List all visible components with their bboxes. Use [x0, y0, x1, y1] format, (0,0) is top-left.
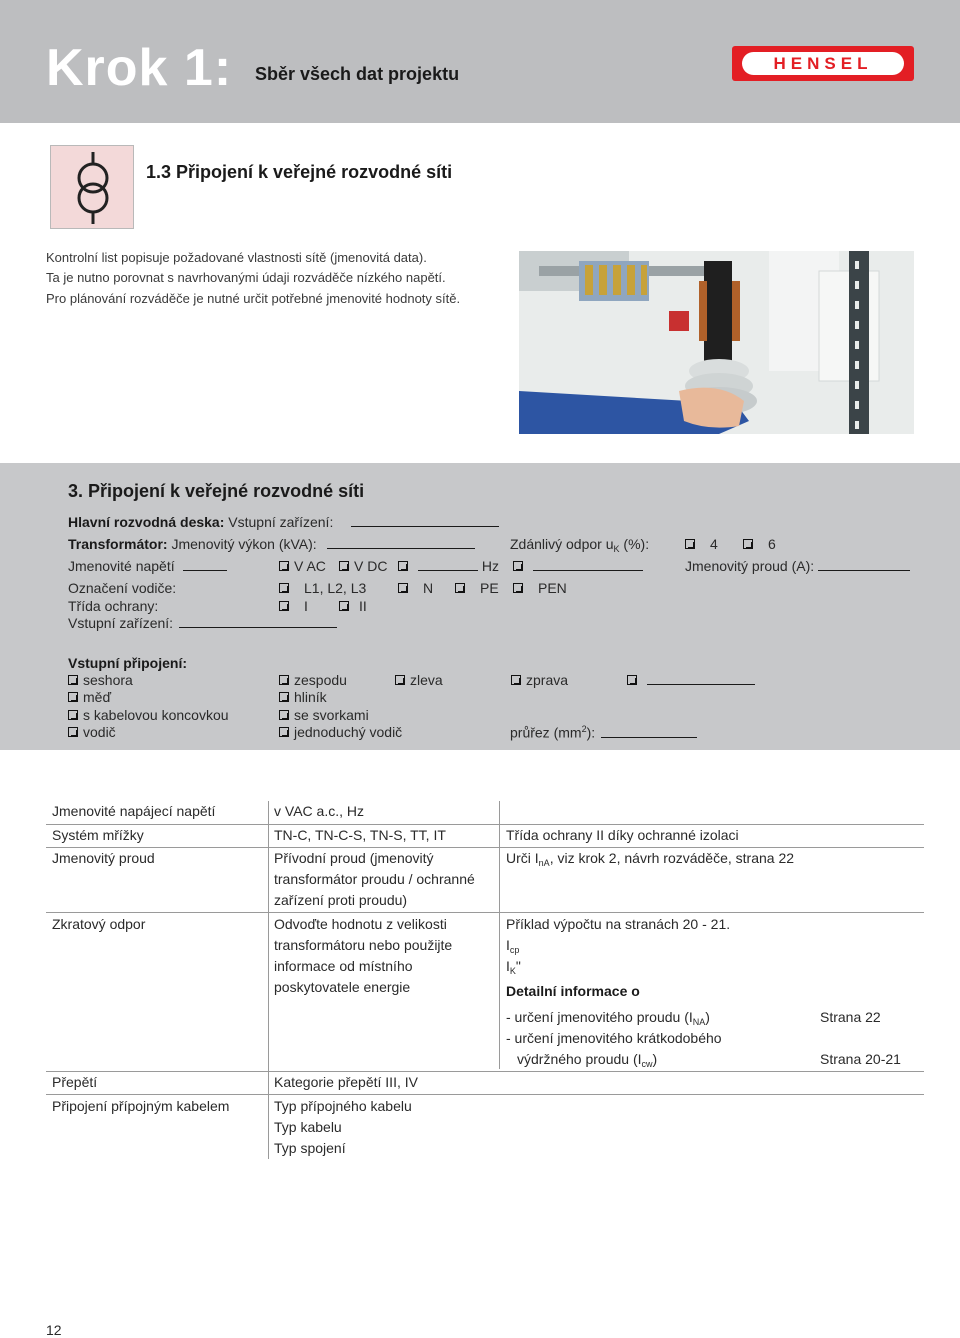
cross-section-sup: 2 — [581, 724, 587, 734]
checkbox-icon[interactable] — [395, 675, 405, 685]
table-cell: Kategorie přepětí III, IV — [274, 1074, 418, 1090]
detail-heading: Detailní informace o — [506, 983, 640, 999]
brand-name: HENSEL — [773, 54, 873, 73]
table-cell: Typ spojení — [274, 1140, 346, 1156]
table-cell: Třída ochrany II díky ochranné izolaci — [506, 827, 739, 843]
vdc-checkbox[interactable] — [339, 558, 387, 574]
pen-label: PEN — [538, 580, 567, 596]
other-voltage-field[interactable] — [533, 559, 643, 571]
aluminium-label: hliník — [294, 689, 327, 705]
impedance-sub: K — [613, 544, 620, 554]
other-voltage-checkbox[interactable] — [513, 558, 643, 574]
checkbox-icon[interactable] — [398, 583, 408, 593]
table-cell: Systém mřížky — [52, 827, 144, 843]
vdc-label: V DC — [354, 558, 388, 574]
frequency-checkbox[interactable] — [398, 558, 499, 574]
cell-sub: K — [509, 966, 516, 976]
installation-photo — [519, 251, 914, 434]
table-cell: Jmenovité napájecí napětí — [52, 803, 216, 819]
rated-voltage-row — [68, 558, 227, 574]
input-device-label: Vstupní zařízení: — [228, 514, 334, 530]
l123-checkbox[interactable] — [279, 580, 366, 596]
cell-text: I — [506, 958, 510, 974]
table-row-line — [46, 1094, 924, 1095]
table-cell: Jmenovitý proud — [52, 850, 155, 866]
table-cell: Typ kabelu — [274, 1119, 342, 1135]
cell-text: - určení jmenovitého proudu (I — [506, 1009, 693, 1025]
table-cell: Příklad výpočtu na stranách 20 - 21. — [506, 916, 731, 932]
frequency-field[interactable] — [418, 559, 478, 571]
rated-voltage-field[interactable] — [183, 559, 227, 571]
checkbox-icon[interactable] — [455, 583, 465, 593]
checkbox-icon[interactable] — [279, 561, 289, 571]
table-divider — [268, 801, 269, 1159]
checkbox-icon[interactable] — [279, 583, 289, 593]
pe-label: PE — [480, 580, 499, 596]
pen-checkbox[interactable] — [513, 580, 567, 596]
opt-4-label: 4 — [710, 536, 718, 552]
table-cell: Připojení přípojným kabelem — [52, 1098, 230, 1114]
wire-label: vodič — [83, 724, 116, 740]
n-label: N — [423, 580, 434, 596]
cell-sub: cp — [509, 945, 520, 955]
checkbox-icon[interactable] — [68, 675, 78, 685]
rated-current-field[interactable] — [818, 559, 910, 571]
transformer-label: Transformátor: — [68, 536, 168, 552]
input-device2-row — [68, 615, 337, 631]
step-subtitle: Sběr všech dat projektu — [255, 64, 460, 84]
transformer-symbol-icon — [50, 145, 134, 229]
copper-checkbox[interactable] — [68, 689, 111, 705]
page-ref: Strana 20-21 — [820, 1051, 901, 1067]
conductor-label: Označení vodiče: — [68, 580, 177, 596]
table-row-line — [46, 1071, 924, 1072]
connection-heading: Vstupní připojení: — [68, 655, 187, 671]
table-row-line — [46, 912, 924, 913]
page-number: 12 — [46, 1322, 62, 1338]
table-cell: transformátoru nebo použijte — [274, 937, 453, 953]
class-ii-label: II — [359, 598, 367, 614]
cable-lug-checkbox[interactable] — [68, 707, 229, 723]
rated-current-label: Jmenovitý proud (A): — [685, 558, 815, 574]
table-cell: TN-C, TN-C-S, TN-S, TT, IT — [274, 827, 446, 843]
table-cell: Přepětí — [52, 1074, 98, 1090]
checkbox-icon[interactable] — [339, 601, 349, 611]
checkbox-icon[interactable] — [398, 561, 408, 571]
l123-label: L1, L2, L3 — [304, 580, 367, 596]
other-direction-checkbox[interactable] — [627, 672, 755, 688]
terminals-checkbox[interactable] — [279, 707, 369, 723]
page-ref: Strana 22 — [820, 1009, 881, 1025]
checklist-heading: 3. Připojení k veřejné rozvodné síti — [68, 481, 365, 501]
table-cell: zařízení proti proudu) — [274, 892, 408, 908]
impedance-6-checkbox[interactable] — [743, 536, 776, 552]
table-cell: informace od místního — [274, 958, 413, 974]
class-i-label: I — [304, 598, 308, 614]
protection-class-label: Třída ochrany: — [68, 598, 159, 614]
step-title: Krok 1: — [46, 39, 233, 97]
checkbox-icon[interactable] — [685, 539, 695, 549]
cell-text: , viz krok 2, návrh rozváděče, strana 22 — [549, 850, 795, 866]
cell-sub: cw — [641, 1059, 653, 1069]
impedance-label — [510, 536, 649, 554]
table-cell: Zkratový odpor — [52, 916, 146, 932]
transformer-row — [68, 536, 475, 552]
cross-section-label: průřez (mm — [510, 724, 582, 741]
checkbox-icon[interactable] — [68, 710, 78, 720]
intro-line: Pro plánování rozváděče je nutné určit potřebné jmenovité hodnoty sítě. — [46, 291, 461, 306]
checkbox-icon[interactable] — [279, 601, 289, 611]
table-cell: v VAC a.c., Hz — [274, 803, 364, 819]
checkbox-icon[interactable] — [279, 692, 289, 702]
cable-lug-label: s kabelovou koncovkou — [83, 707, 229, 723]
hensel-logo — [732, 46, 914, 81]
bottom-label: zespodu — [294, 672, 347, 688]
rated-voltage-label: Jmenovité napětí — [68, 558, 175, 574]
main-board-label: Hlavní rozvodná deska: — [68, 514, 225, 530]
vac-label: V AC — [294, 558, 326, 574]
cross-section-field[interactable] — [601, 726, 697, 738]
n-checkbox[interactable] — [398, 580, 433, 596]
checkbox-icon[interactable] — [279, 727, 289, 737]
wire-checkbox[interactable] — [68, 724, 116, 740]
cell-text: výdržného proudu (I — [517, 1051, 642, 1067]
cell-sub: nA — [538, 858, 550, 868]
other-direction-field[interactable] — [647, 673, 755, 685]
pe-checkbox[interactable] — [455, 580, 499, 596]
opt-6-label: 6 — [768, 536, 776, 552]
cell-text: I — [506, 937, 510, 953]
terminals-label: se svorkami — [294, 707, 369, 723]
right-checkbox[interactable] — [511, 672, 568, 688]
table-cell — [506, 956, 521, 982]
rated-power-field[interactable] — [327, 537, 475, 549]
table-cell — [506, 848, 794, 874]
checkbox-icon[interactable] — [68, 727, 78, 737]
vac-checkbox[interactable] — [279, 558, 326, 574]
checkbox-icon[interactable] — [627, 675, 637, 685]
impedance-text: Zdánlivý odpor u — [510, 536, 614, 552]
checkbox-icon[interactable] — [513, 583, 523, 593]
intro-line: Ta je nutno porovnat s navrhovanými údaji rozváděče nízkého napětí. — [46, 270, 446, 285]
single-wire-label: jednoduchý vodič — [294, 724, 403, 740]
aluminium-checkbox[interactable] — [279, 689, 327, 705]
table-cell: Přívodní proud (jmenovitý — [274, 850, 434, 866]
checkbox-icon[interactable] — [279, 710, 289, 720]
cross-section-end: ): — [586, 724, 596, 741]
table-cell: poskytovatele energie — [274, 979, 411, 995]
left-label: zleva — [410, 672, 443, 688]
checkbox-icon[interactable] — [743, 539, 753, 549]
rated-power-label: Jmenovitý výkon (kVA): — [171, 536, 317, 552]
table-cell: Odvoďte hodnotu z velikosti — [274, 916, 447, 932]
section-title: 1.3 Připojení k veřejné rozvodné síti — [146, 162, 453, 182]
cross-section-row — [510, 724, 697, 741]
cell-text: ) — [652, 1051, 658, 1067]
input-device2-field[interactable] — [179, 616, 337, 628]
checkbox-icon[interactable] — [279, 675, 289, 685]
intro-line: Kontrolní list popisuje požadované vlastnosti sítě (jmenovitá data). — [46, 250, 427, 265]
cell-text: Urči I — [506, 850, 539, 866]
right-label: zprava — [526, 672, 569, 688]
impedance-unit: (%): — [619, 536, 650, 552]
cell-sub: NA — [692, 1017, 706, 1027]
cell-text: " — [515, 958, 521, 974]
table-row-line — [46, 824, 924, 825]
table-divider — [499, 801, 500, 1069]
cell-text: ) — [705, 1009, 710, 1025]
bottom-checkbox[interactable] — [279, 672, 347, 688]
main-board-row — [68, 514, 499, 530]
input-device-field[interactable] — [351, 515, 499, 527]
table-cell: - určení jmenovitého krátkodobého — [506, 1030, 722, 1046]
table-cell: Typ přípojného kabelu — [274, 1098, 412, 1114]
hz-label: Hz — [481, 558, 500, 574]
copper-label: měď — [83, 689, 112, 705]
checkbox-icon[interactable] — [339, 561, 349, 571]
left-checkbox[interactable] — [395, 672, 443, 688]
input-device2-label: Vstupní zařízení: — [68, 615, 174, 631]
table-cell — [517, 1049, 657, 1075]
impedance-4-checkbox[interactable] — [685, 536, 718, 552]
table-cell: transformátor proudu / ochranné — [274, 871, 475, 887]
top-checkbox[interactable] — [68, 672, 133, 688]
rated-current-row — [685, 558, 910, 574]
checkbox-icon[interactable] — [511, 675, 521, 685]
single-wire-checkbox[interactable] — [279, 724, 402, 740]
class-ii-checkbox[interactable] — [339, 598, 367, 614]
class-i-checkbox[interactable] — [279, 598, 308, 614]
top-label: seshora — [83, 672, 133, 688]
checkbox-icon[interactable] — [513, 561, 523, 571]
checkbox-icon[interactable] — [68, 692, 78, 702]
